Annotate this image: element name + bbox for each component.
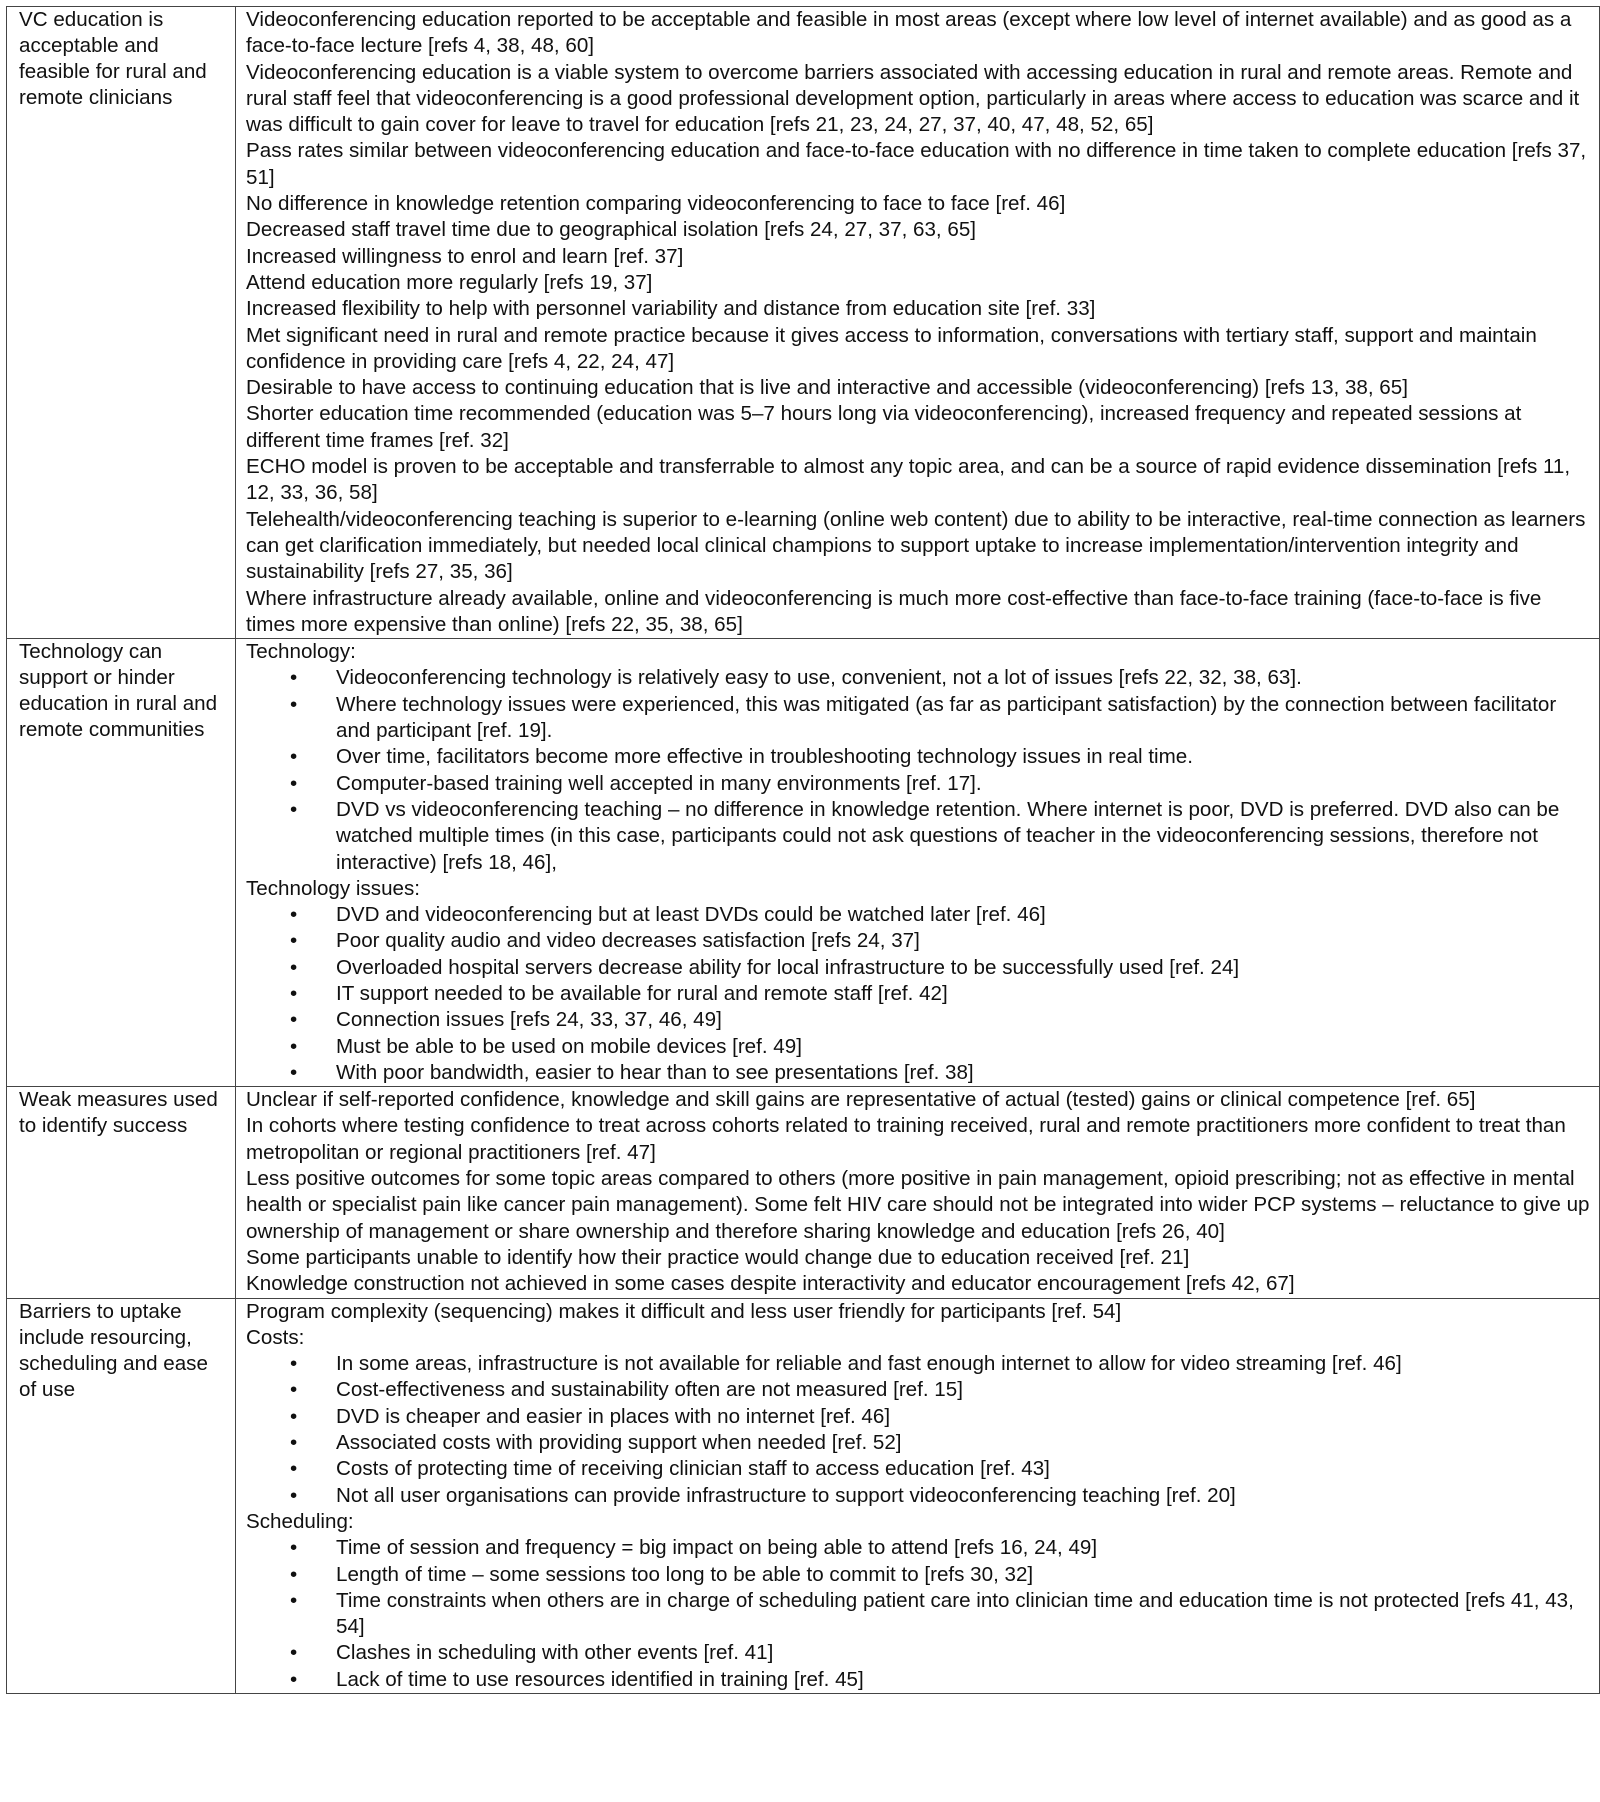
subheading: Scheduling: [246, 1509, 354, 1533]
bullet-icon: • [290, 1034, 298, 1058]
bullet-text: Where technology issues were experienced, this was mitigated (as far as participant satisfaction) by the connection between facilitator and participant [ref. 19]. [336, 692, 1557, 743]
bullet-icon: • [290, 1431, 298, 1455]
finding-line: In cohorts where testing confidence to treat across cohorts related to training received, rural and remote practitioners more confident to treat than metropolitan or regional practitioners [ref. 47] [246, 1114, 1566, 1164]
bullet-icon: • [290, 1352, 298, 1376]
finding-line: Shorter education time recommended (education was 5–7 hours long via videoconferencing), increased frequency and repeated sessions at different time frames [ref. 32] [246, 402, 1522, 452]
bullet-icon: • [290, 1641, 298, 1665]
bullet-icon: • [290, 1008, 298, 1032]
bullet-text: Connection issues [refs 24, 33, 37, 46, 49] [336, 1008, 722, 1032]
findings-cell [236, 7, 1600, 639]
finding-line: Telehealth/videoconferencing teaching is superior to e-learning (online web content) due to ability to be interactive, real-time connection as learners can get clarification immediately, but needed local clinical champions to support uptake to increase implementation/intervention integrity and sustainability [refs 27, 35, 36] [246, 507, 1586, 584]
bullet-icon: • [290, 1562, 298, 1586]
theme-label: Barriers to uptake include resourcing, scheduling and ease of use [19, 1299, 208, 1401]
bullet-item [246, 1404, 1593, 1430]
bullet-text: Must be able to be used on mobile devices [ref. 49] [336, 1034, 802, 1058]
bullet-item [246, 981, 1593, 1007]
bullet-icon: • [290, 1588, 298, 1612]
findings-cell [236, 1298, 1600, 1693]
bullet-icon: • [290, 666, 298, 690]
bullet-icon: • [290, 1060, 298, 1084]
bullet-item [246, 1640, 1593, 1666]
finding-line: Increased willingness to enrol and learn [ref. 37] [246, 244, 684, 268]
finding-line: No difference in knowledge retention comparing videoconferencing to face to face [ref. 46] [246, 192, 1066, 216]
bullet-item [246, 1588, 1593, 1641]
theme-cell [7, 7, 236, 639]
bullet-text: Time constraints when others are in charge of scheduling patient care into clinician time and education time is not protected [refs 41, 43, 54] [336, 1588, 1574, 1639]
finding-line: Knowledge construction not achieved in some cases despite interactivity and educator encouragement [refs 42, 67] [246, 1272, 1295, 1296]
findings-cell [236, 1087, 1600, 1298]
theme-cell [7, 639, 236, 1087]
bullet-icon: • [290, 771, 298, 795]
table-row [7, 1298, 1600, 1693]
finding-line: Increased flexibility to help with personnel variability and distance from education site [ref. 33] [246, 297, 1096, 321]
bullet-icon: • [290, 1483, 298, 1507]
table-row [7, 639, 1600, 1087]
table-row [7, 7, 1600, 639]
finding-line: Pass rates similar between videoconferencing education and face-to-face education with no difference in time taken to complete education [refs 37, 51] [246, 139, 1587, 189]
bullet-item [246, 902, 1593, 928]
bullet-text: IT support needed to be available for rural and remote staff [ref. 42] [336, 981, 948, 1005]
bullet-icon: • [290, 903, 298, 927]
bullet-text: Computer-based training well accepted in many environments [ref. 17]. [336, 771, 982, 795]
bullet-icon: • [290, 955, 298, 979]
bullet-item [246, 1007, 1593, 1033]
theme-label: VC education is acceptable and feasible for rural and remote clinicians [19, 8, 207, 109]
theme-label: Technology can support or hinder education in rural and remote communities [19, 640, 218, 742]
bullet-item [246, 1034, 1593, 1060]
bullet-text: Cost-effectiveness and sustainability often are not measured [ref. 15] [336, 1378, 963, 1402]
theme-label: Weak measures used to identify success [19, 1088, 218, 1138]
bullet-icon: • [290, 1404, 298, 1428]
bullet-item [246, 771, 1593, 797]
bullet-text: Over time, facilitators become more effective in troubleshooting technology issues in real time. [336, 745, 1193, 769]
bullet-item [246, 1483, 1593, 1509]
bullet-text: Length of time – some sessions too long to be able to commit to [refs 30, 32] [336, 1562, 1034, 1586]
bullet-item [246, 665, 1593, 691]
finding-line: Less positive outcomes for some topic areas compared to others (more positive in pain management, opioid prescribing; not as effective in mental health or specialist pain like cancer pain management). Some felt HIV care should not be integrated into wider PCP systems – reluctance to give up ownership of management or share ownership and therefore sharing knowledge and education [refs 26, 40] [246, 1167, 1590, 1243]
finding-line: Decreased staff travel time due to geographical isolation [refs 24, 27, 37, 63, 65] [246, 218, 976, 242]
subheading: Technology: [246, 640, 356, 664]
bullet-text: Poor quality audio and video decreases satisfaction [refs 24, 37] [336, 929, 920, 953]
bullet-item [246, 928, 1593, 954]
bullet-text: Costs of protecting time of receiving clinician staff to access education [ref. 43] [336, 1457, 1050, 1481]
bullet-text: Lack of time to use resources identified in training [ref. 45] [336, 1667, 864, 1691]
bullet-text: DVD and videoconferencing but at least DVDs could be watched later [ref. 46] [336, 903, 1046, 927]
finding-line: Some participants unable to identify how their practice would change due to education received [ref. 21] [246, 1245, 1190, 1269]
bullet-icon: • [290, 1378, 298, 1402]
bullet-item [246, 955, 1593, 981]
bullet-text: Time of session and frequency = big impact on being able to attend [refs 16, 24, 49] [336, 1536, 1098, 1560]
subheading: Costs: [246, 1325, 305, 1349]
bullet-text: Videoconferencing technology is relatively easy to use, convenient, not a lot of issues [refs 22, 32, 38, 63]. [336, 666, 1302, 690]
bullet-text: Not all user organisations can provide infrastructure to support videoconferencing teaching [ref. 20] [336, 1483, 1236, 1507]
findings-content [236, 639, 1599, 1086]
bullet-icon: • [290, 1667, 298, 1691]
finding-line: Desirable to have access to continuing education that is live and interactive and accessible (videoconferencing) [refs 13, 38, 65] [246, 376, 1408, 400]
bullet-item [246, 1351, 1593, 1377]
theme-cell [7, 1087, 236, 1298]
bullet-item [246, 692, 1593, 745]
findings-content [236, 1087, 1599, 1297]
bullet-item [246, 1667, 1593, 1693]
finding-line: Attend education more regularly [refs 19, 37] [246, 270, 653, 294]
bullet-item [246, 1562, 1593, 1588]
bullet-text: In some areas, infrastructure is not available for reliable and fast enough internet to allow for video streaming [ref. 46] [336, 1352, 1402, 1376]
bullet-icon: • [290, 797, 298, 821]
bullet-text: DVD is cheaper and easier in places with no internet [ref. 46] [336, 1404, 891, 1428]
bullet-item [246, 1430, 1593, 1456]
bullet-item [246, 1060, 1593, 1086]
finding-line: ECHO model is proven to be acceptable and transferrable to almost any topic area, and can be a source of rapid evidence dissemination [refs 11, 12, 33, 36, 58] [246, 455, 1571, 505]
bullet-item [246, 1535, 1593, 1561]
findings-content [236, 1299, 1599, 1693]
bullet-item [246, 744, 1593, 770]
bullet-item [246, 1456, 1593, 1482]
bullet-icon: • [290, 1457, 298, 1481]
finding-line: Videoconferencing education reported to be acceptable and feasible in most areas (except where low level of internet available) and as good as a face-to-face lecture [refs 4, 38, 48, 60] [246, 8, 1572, 58]
findings-content [236, 7, 1599, 638]
bullet-icon: • [290, 692, 298, 716]
finding-line: Program complexity (sequencing) makes it difficult and less user friendly for participants [ref. 54] [246, 1299, 1122, 1323]
finding-line: Met significant need in rural and remote practice because it gives access to information, conversations with tertiary staff, support and maintain confidence in providing care [refs 4, 22, 24, 47] [246, 323, 1537, 373]
findings-table [6, 6, 1600, 1694]
bullet-text: With poor bandwidth, easier to hear than to see presentations [ref. 38] [336, 1060, 974, 1084]
bullet-text: Associated costs with providing support when needed [ref. 52] [336, 1431, 902, 1455]
bullet-icon: • [290, 981, 298, 1005]
bullet-text: Overloaded hospital servers decrease ability for local infrastructure to be successfully used [ref. 24] [336, 955, 1240, 979]
bullet-icon: • [290, 745, 298, 769]
bullet-text: DVD vs videoconferencing teaching – no difference in knowledge retention. Where internet is poor, DVD is preferred. DVD also can be watched multiple times (in this case, participants could not ask questions of teacher in the videoconferencing sessions, therefore not interactive) [refs 18, 46], [336, 797, 1560, 874]
findings-table-body [7, 7, 1600, 1694]
bullet-icon: • [290, 929, 298, 953]
bullet-item [246, 797, 1593, 876]
subheading: Technology issues: [246, 876, 421, 900]
bullet-text: Clashes in scheduling with other events [ref. 41] [336, 1641, 774, 1665]
theme-cell [7, 1298, 236, 1693]
table-row [7, 1087, 1600, 1298]
finding-line: Unclear if self-reported confidence, knowledge and skill gains are representative of actual (tested) gains or clinical competence [ref. 65] [246, 1088, 1476, 1112]
finding-line: Where infrastructure already available, online and videoconferencing is much more cost-effective than face-to-face training (face-to-face is five times more expensive than online) [refs 22, 35, 38, 65] [246, 586, 1542, 636]
bullet-item [246, 1377, 1593, 1403]
bullet-icon: • [290, 1536, 298, 1560]
findings-cell [236, 639, 1600, 1087]
finding-line: Videoconferencing education is a viable system to overcome barriers associated with accessing education in rural and remote areas. Remote and rural staff feel that videoconferencing is a good professional development option, particularly in areas where access to education was scarce and it was difficult to gain cover for leave to travel for education [refs 21, 23, 24, 27, 37, 40, 47, 48, 52, 65] [246, 60, 1580, 137]
